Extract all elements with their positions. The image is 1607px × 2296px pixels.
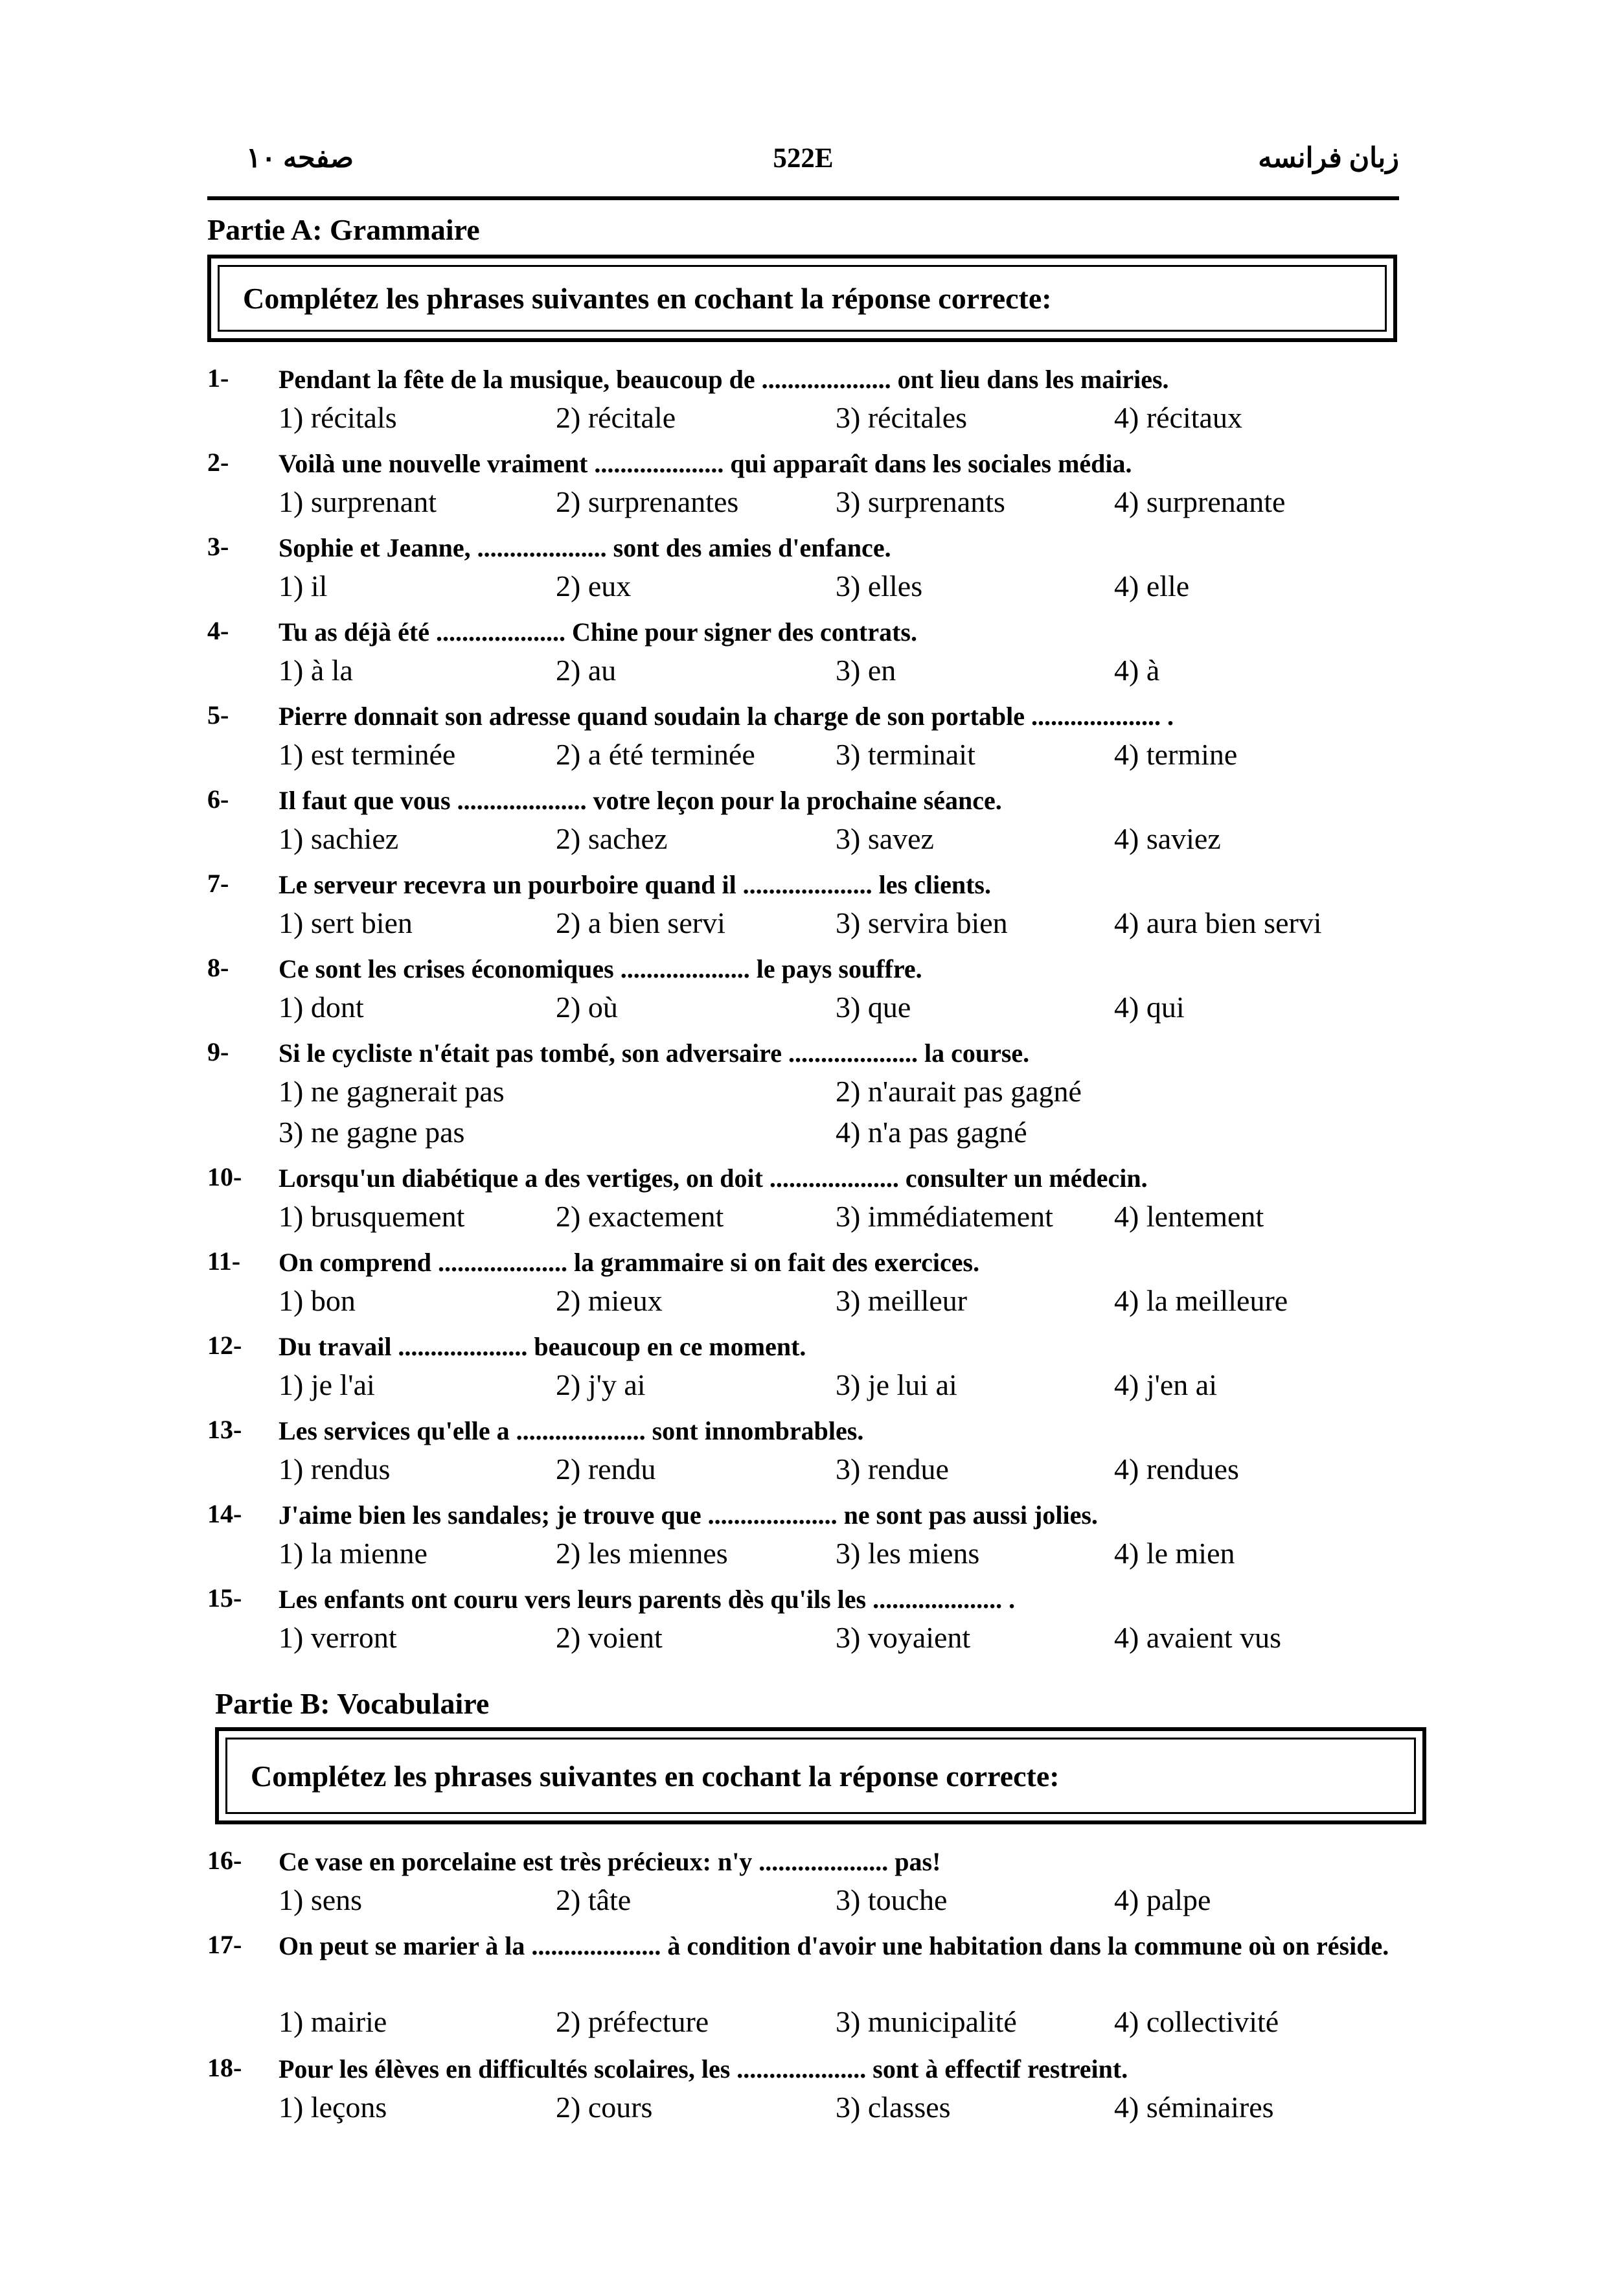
answer-option[interactable]: 2) n'aurait pas gagné (836, 1075, 1082, 1108)
answer-option[interactable]: 1) la mienne (279, 1537, 427, 1570)
answer-option[interactable]: 4) n'a pas gagné (836, 1116, 1027, 1149)
answer-option[interactable]: 1) sachiez (279, 822, 399, 855)
question-number: 14- (207, 1499, 242, 1528)
answer-option[interactable]: 2) les miennes (556, 1537, 728, 1570)
question-number: 11- (207, 1246, 241, 1276)
page-number: صفحه ۱۰ (246, 143, 354, 174)
question-stem: Tu as déjà été .................... Chine pour signer des contrats. (279, 617, 917, 647)
answer-option[interactable]: 3) immédiatement (836, 1200, 1053, 1233)
answer-option[interactable]: 4) la meilleure (1114, 1284, 1288, 1317)
answer-option[interactable]: 3) terminait (836, 738, 975, 771)
answer-option[interactable]: 4) qui (1114, 991, 1185, 1024)
answer-option[interactable]: 4) séminaires (1114, 2091, 1274, 2124)
question-number: 3- (207, 532, 229, 561)
answer-option[interactable]: 1) il (279, 569, 328, 603)
answer-option[interactable]: 3) touche (836, 1883, 948, 1916)
answer-option[interactable]: 3) récitales (836, 401, 968, 434)
question-stem: Sophie et Jeanne, .................... sont des amies d'enfance. (279, 533, 891, 562)
question-stem: Pendant la fête de la musique, beaucoup de .................... ont lieu dans les mairies. (279, 365, 1169, 394)
answer-option[interactable]: 3) je lui ai (836, 1368, 957, 1401)
answer-option[interactable]: 3) servira bien (836, 906, 1008, 939)
answer-option[interactable]: 2) mieux (556, 1284, 663, 1317)
header-divider (207, 196, 1399, 200)
answer-option[interactable]: 3) que (836, 991, 911, 1024)
answer-option[interactable]: 4) collectivité (1114, 2005, 1279, 2038)
answer-option[interactable]: 4) aura bien servi (1114, 906, 1322, 939)
answer-option[interactable]: 4) à (1114, 654, 1160, 687)
answer-option[interactable]: 1) mairie (279, 2005, 387, 2038)
answer-option[interactable]: 2) tâte (556, 1883, 632, 1916)
answer-option[interactable]: 2) cours (556, 2091, 653, 2124)
question-stem: J'aime bien les sandales; je trouve que .................... ne sont pas aussi jolies. (279, 1500, 1098, 1530)
answer-option[interactable]: 1) dont (279, 991, 364, 1024)
question-number: 2- (207, 448, 229, 477)
question-stem: Pierre donnait son adresse quand soudain la charge de son portable .................... . (279, 702, 1174, 731)
answer-option[interactable]: 2) eux (556, 569, 632, 603)
question-number: 7- (207, 869, 229, 898)
answer-option[interactable]: 1) surprenant (279, 485, 437, 518)
answer-option[interactable]: 2) j'y ai (556, 1368, 646, 1401)
question-stem: Le serveur recevra un pourboire quand il .................... les clients. (279, 870, 991, 899)
answer-option[interactable]: 1) à la (279, 654, 353, 687)
answer-option[interactable]: 3) ne gagne pas (279, 1116, 465, 1149)
part-a-title: Partie A: Grammaire (207, 213, 480, 246)
answer-option[interactable]: 4) saviez (1114, 822, 1221, 855)
question-stem: Ce vase en porcelaine est très précieux: n'y .................... pas! (279, 1847, 941, 1876)
answer-option[interactable]: 4) rendues (1114, 1452, 1239, 1486)
answer-option[interactable]: 2) où (556, 991, 618, 1024)
answer-option[interactable]: 4) le mien (1114, 1537, 1235, 1570)
question-number: 4- (207, 616, 229, 645)
answer-option[interactable]: 3) rendue (836, 1452, 949, 1486)
answer-option[interactable]: 2) a été terminée (556, 738, 755, 771)
question-stem: Ce sont les crises économiques .................... le pays souffre. (279, 954, 922, 983)
answer-option[interactable]: 3) municipalité (836, 2005, 1017, 2038)
answer-option[interactable]: 1) brusquement (279, 1200, 465, 1233)
answer-option[interactable]: 4) surprenante (1114, 485, 1286, 518)
page-header (207, 139, 1399, 198)
answer-option[interactable]: 1) ne gagnerait pas (279, 1075, 505, 1108)
question-stem: Voilà une nouvelle vraiment .................... qui apparaît dans les sociales média. (279, 449, 1132, 478)
question-number: 17- (207, 1930, 242, 1959)
answer-option[interactable]: 4) lentement (1114, 1200, 1264, 1233)
part-a-instruction: Complétez les phrases suivantes en cochant la réponse correcte: (243, 282, 1052, 315)
answer-option[interactable]: 1) est terminée (279, 738, 456, 771)
answer-option[interactable]: 3) meilleur (836, 1284, 968, 1317)
question-number: 8- (207, 953, 229, 982)
question-stem: On comprend .................... la grammaire si on fait des exercices. (279, 1248, 980, 1277)
answer-option[interactable]: 1) rendus (279, 1452, 391, 1486)
part-b-title: Partie B: Vocabulaire (215, 1687, 490, 1720)
answer-option[interactable]: 2) préfecture (556, 2005, 709, 2038)
answer-option[interactable]: 4) récitaux (1114, 401, 1242, 434)
question-number: 6- (207, 785, 229, 814)
question-number: 10- (207, 1162, 242, 1191)
answer-option[interactable]: 2) a bien servi (556, 906, 725, 939)
question-stem: Pour les élèves en difficultés scolaires, les .................... sont à effectif restreint. (279, 2054, 1128, 2084)
part-b-instruction-box (215, 1727, 1426, 1824)
question-stem: Les services qu'elle a .................... sont innombrables. (279, 1416, 864, 1445)
question-number: 1- (207, 363, 229, 393)
answer-option[interactable]: 2) exactement (556, 1200, 724, 1233)
answer-option[interactable]: 2) sachez (556, 822, 668, 855)
answer-option[interactable]: 3) elles (836, 569, 923, 603)
answer-option[interactable]: 3) surprenants (836, 485, 1005, 518)
answer-option[interactable]: 3) voyaient (836, 1621, 971, 1654)
question-stem: Du travail .................... beaucoup en ce moment. (279, 1332, 806, 1361)
answer-option[interactable]: 1) récitals (279, 401, 397, 434)
question-stem: On peut se marier à la .................... à condition d'avoir une habitation dans la commune où on réside. (279, 1931, 1389, 1960)
part-a-instruction-box (207, 255, 1397, 342)
answer-option[interactable]: 2) au (556, 654, 617, 687)
answer-option[interactable]: 1) bon (279, 1284, 356, 1317)
question-stem: Lorsqu'un diabétique a des vertiges, on doit .................... consulter un médecin. (279, 1164, 1148, 1193)
answer-option[interactable]: 4) avaient vus (1114, 1621, 1282, 1654)
question-number: 15- (207, 1583, 242, 1613)
answer-option[interactable]: 2) surprenantes (556, 485, 739, 518)
exam-code: 522E (773, 143, 834, 174)
question-number: 12- (207, 1331, 242, 1360)
question-number: 9- (207, 1037, 229, 1066)
question-stem: Il faut que vous .................... votre leçon pour la prochaine séance. (279, 786, 1002, 815)
answer-option[interactable]: 1) sert bien (279, 906, 413, 939)
answer-option[interactable]: 3) classes (836, 2091, 951, 2124)
question-stem: Les enfants ont couru vers leurs parents dès qu'ils les .................... . (279, 1585, 1016, 1614)
answer-option[interactable]: 1) verront (279, 1621, 397, 1654)
answer-option[interactable]: 3) en (836, 654, 896, 687)
question-stem: Si le cycliste n'était pas tombé, son adversaire .................... la course. (279, 1039, 1030, 1068)
answer-option[interactable]: 3) les miens (836, 1537, 980, 1570)
question-number: 16- (207, 1846, 242, 1875)
answer-option[interactable]: 3) savez (836, 822, 934, 855)
answer-option[interactable]: 4) termine (1114, 738, 1238, 771)
answer-option[interactable]: 1) leçons (279, 2091, 387, 2124)
answer-option[interactable]: 1) sens (279, 1883, 363, 1916)
answer-option[interactable]: 2) voient (556, 1621, 663, 1654)
subject-title: زبان فرانسه (1258, 143, 1399, 174)
question-number: 5- (207, 700, 229, 729)
answer-option[interactable]: 2) rendu (556, 1452, 656, 1486)
answer-option[interactable]: 4) palpe (1114, 1883, 1211, 1916)
answer-option[interactable]: 4) elle (1114, 569, 1190, 603)
part-b-instruction: Complétez les phrases suivantes en cochant la réponse correcte: (251, 1759, 1060, 1793)
answer-option[interactable]: 4) j'en ai (1114, 1368, 1218, 1401)
question-number: 13- (207, 1415, 242, 1444)
answer-option[interactable]: 2) récitale (556, 401, 676, 434)
answer-option[interactable]: 1) je l'ai (279, 1368, 375, 1401)
question-number: 18- (207, 2053, 242, 2082)
